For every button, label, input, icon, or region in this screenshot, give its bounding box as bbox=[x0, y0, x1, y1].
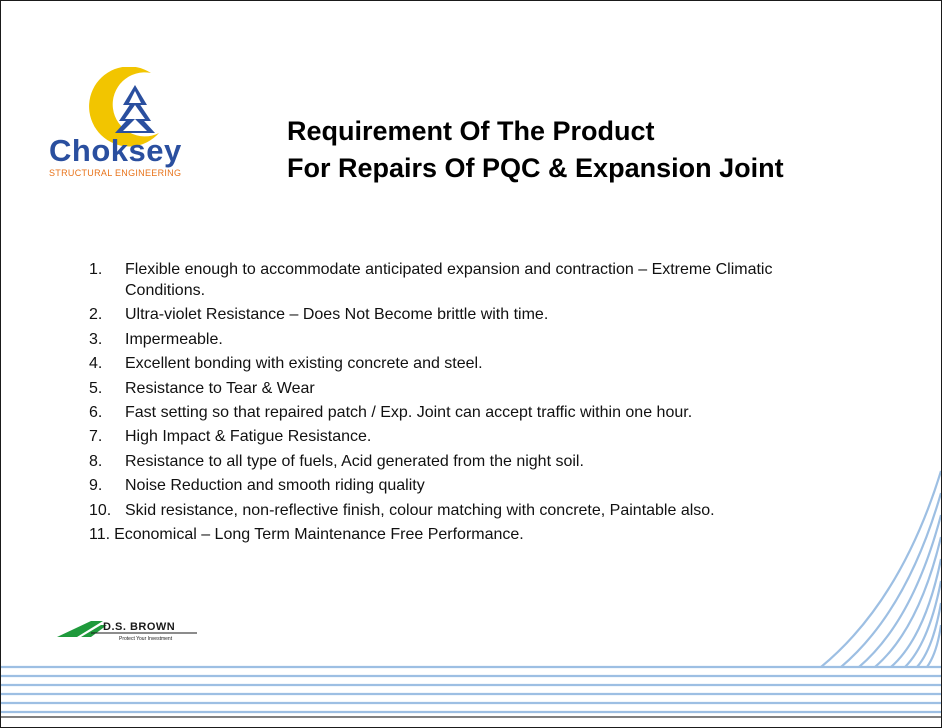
title-line-2: For Repairs Of PQC & Expansion Joint bbox=[287, 153, 784, 183]
item-number: 4. bbox=[89, 355, 103, 373]
item-number: 1. bbox=[89, 261, 103, 278]
choksey-logo bbox=[47, 67, 217, 183]
list-item bbox=[89, 329, 829, 350]
item-number: 2. bbox=[89, 306, 103, 324]
list-item bbox=[89, 524, 829, 545]
item-number: 5. bbox=[89, 379, 103, 397]
item-text: Impermeable. bbox=[125, 330, 223, 348]
item-number: 9. bbox=[89, 477, 103, 495]
list-item bbox=[89, 353, 829, 374]
item-text: Flexible enough to accommodate anticipated expansion and contraction – Extreme Climatic Conditions. bbox=[125, 261, 773, 299]
company-tagline: STRUCTURAL ENGINEERING bbox=[49, 168, 182, 178]
item-text: High Impact & Fatigue Resistance. bbox=[125, 428, 372, 446]
item-text: Resistance to Tear & Wear bbox=[125, 379, 315, 397]
item-text: Ultra-violet Resistance – Does Not Become brittle with time. bbox=[125, 306, 549, 324]
requirements-list bbox=[89, 259, 829, 548]
item-text: Fast setting so that repaired patch / Exp. Joint can accept traffic within one hour. bbox=[125, 403, 693, 421]
item-text: Noise Reduction and smooth riding quality bbox=[125, 477, 425, 495]
list-item bbox=[89, 402, 829, 423]
list-item bbox=[89, 475, 829, 496]
partner-name: D.S. BROWN bbox=[103, 621, 176, 633]
slide-title bbox=[287, 113, 784, 187]
list-item bbox=[89, 451, 829, 472]
ds-brown-logo bbox=[57, 619, 197, 649]
item-number: 11. bbox=[89, 525, 111, 543]
title-line-1: Requirement Of The Product bbox=[287, 116, 655, 146]
partner-tagline: Protect Your Investment bbox=[119, 636, 173, 642]
item-text: Resistance to all type of fuels, Acid generated from the night soil. bbox=[125, 452, 584, 470]
list-item bbox=[89, 426, 829, 447]
list-item bbox=[89, 259, 829, 301]
list-item bbox=[89, 378, 829, 399]
item-number: 7. bbox=[89, 428, 103, 446]
item-number: 8. bbox=[89, 452, 103, 470]
item-number: 3. bbox=[89, 330, 103, 348]
list-item bbox=[89, 500, 829, 521]
item-text: Skid resistance, non-reflective finish, colour matching with concrete, Paintable also. bbox=[125, 501, 715, 519]
company-name-text: Choksey bbox=[49, 133, 182, 168]
list-item bbox=[89, 304, 829, 325]
item-text: Excellent bonding with existing concrete and steel. bbox=[125, 355, 483, 373]
item-number: 6. bbox=[89, 403, 103, 421]
item-text: Economical – Long Term Maintenance Free Performance. bbox=[114, 525, 524, 543]
item-number: 10. bbox=[89, 501, 112, 519]
